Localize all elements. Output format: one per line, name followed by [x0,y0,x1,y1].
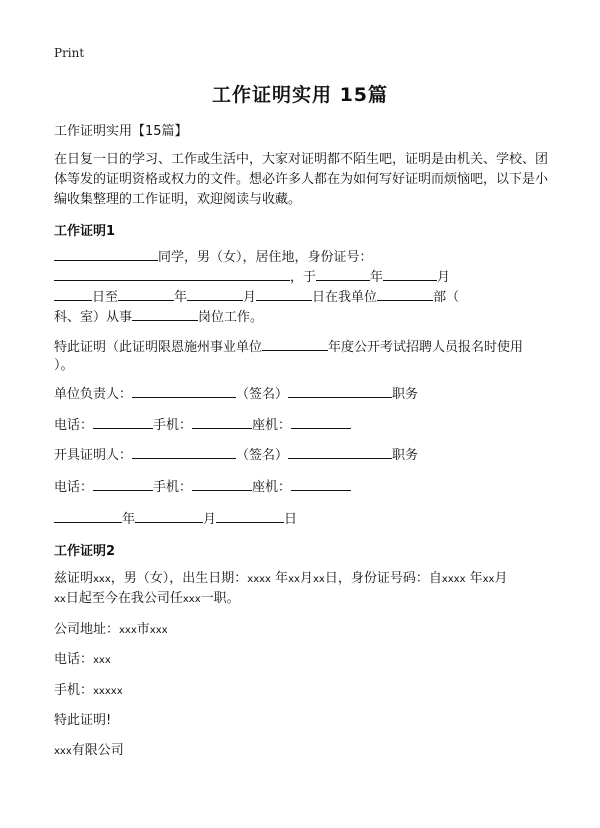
section2-heading: 工作证明2 [54,544,116,559]
s2-line2: xx日起至今在我公司任xxx一职。 [54,591,240,606]
blank-post[interactable] [132,306,198,321]
issuer-row: 开具证明人： （签名） 职务 [54,444,418,466]
company-mobile: 手机：xxxxx [54,683,123,698]
blank-year[interactable] [316,266,370,281]
page-title: 工作证明实用 15篇 [211,84,389,106]
company-address: 公司地址：xxx市xxx [54,622,168,637]
leader-phone-row: 电话： 手机： 座机： [54,414,351,436]
blank-issuer-duty[interactable] [288,444,392,459]
blank-date-month[interactable] [135,508,203,523]
blank-date-day[interactable] [216,508,284,523]
date-row: 年 月 日 [54,508,297,530]
s2-line1: 兹证明xxx，男（女），出生日期：xxxx 年xx月xx日，身份证号码：自xxxx 年xx月 [54,571,508,586]
blank-issuer-mobile[interactable] [192,476,252,491]
s1-line3: 日至 年 月 日在我单位 部（ [54,286,459,308]
issuer-phone-row: 电话： 手机： 座机： [54,476,351,498]
blank-department[interactable] [377,286,433,301]
leader-row: 单位负责人： （签名） 职务 [54,383,418,405]
blank-date-year[interactable] [54,508,122,523]
company-name: xxx有限公司 [54,743,124,758]
company-phone: 电话：xxx [54,652,111,667]
print-label[interactable]: Print [54,46,85,60]
s1-line1: 同学，男（女），居住地，身份证号： [54,246,373,268]
closing-line: 特此证明! [54,713,112,728]
section1-heading: 工作证明1 [54,224,116,239]
s1-special-line: 特此证明（此证明限恩施州事业单位 年度公开考试招聘人员报名时使用 [54,336,523,358]
intro-paragraph: 在日复一日的学习、工作或生活中，大家对证明都不陌生吧，证明是由机关、学校、团体等发的证明资格或权力的文件。想必许多人都在为如何写好证明而烦恼吧，以下是小编收集整理的工作证明，欢迎阅读与收藏。 [54,152,549,207]
blank-leader-landline[interactable] [291,414,351,429]
blank-issuer-phone[interactable] [93,476,153,491]
blank-issuer-name[interactable] [132,444,236,459]
blank-leader-phone[interactable] [93,414,153,429]
blank-month[interactable] [383,266,437,281]
blank-year-to[interactable] [118,286,174,301]
s1-line4: 科、室）从事 岗位工作。 [54,306,263,328]
blank-exam-year[interactable] [262,336,328,351]
blank-name[interactable] [54,246,158,261]
blank-leader-mobile[interactable] [192,414,252,429]
blank-day[interactable] [54,286,92,301]
blank-issuer-landline[interactable] [291,476,351,491]
blank-day-to[interactable] [256,286,312,301]
blank-month-to[interactable] [187,286,243,301]
s1-line2: ，于 年 月 [54,266,450,288]
blank-leader-name[interactable] [132,383,236,398]
blank-leader-duty[interactable] [288,383,392,398]
blank-id-number[interactable] [54,266,290,281]
subtitle: 工作证明实用【15篇】 [54,124,188,139]
s1-special-close: ）。 [54,358,74,373]
